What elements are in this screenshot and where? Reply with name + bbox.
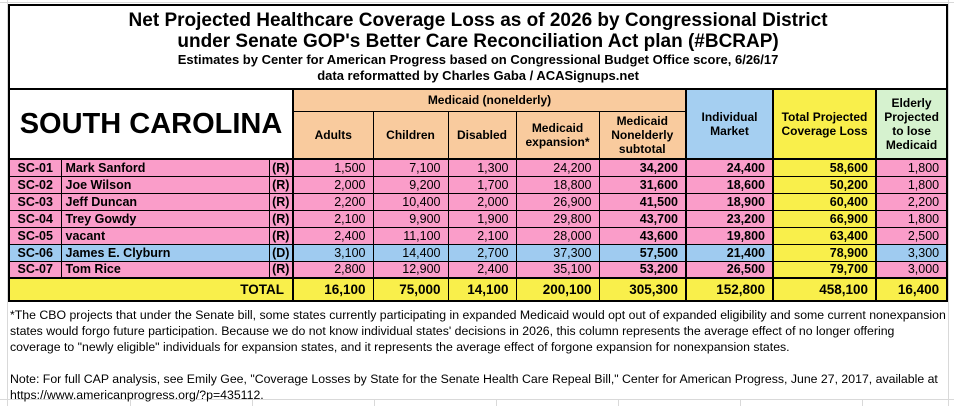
adults-cell: 2,200 [293, 193, 373, 210]
table-row-sc02 [9, 176, 947, 193]
subtotal-cell: 57,500 [599, 244, 686, 261]
state-label: SOUTH CAROLINA [9, 89, 293, 159]
column-header-individual-market: Individual Market [686, 89, 773, 159]
children-cell: 10,400 [373, 193, 448, 210]
district-cell: SC-05 [9, 227, 61, 244]
adults-cell: 3,100 [293, 244, 373, 261]
total-children-cell: 75,000 [373, 278, 448, 301]
table-title-block [9, 5, 947, 89]
total-loss-cell: 60,400 [773, 193, 876, 210]
total-disabled-cell: 14,100 [448, 278, 516, 301]
total-elderly-cell: 16,400 [876, 278, 947, 301]
expansion-cell: 35,100 [516, 261, 599, 278]
rep-name-cell: Trey Gowdy [61, 210, 269, 227]
district-cell: SC-01 [9, 159, 61, 176]
district-cell: SC-04 [9, 210, 61, 227]
total-loss-cell: 79,700 [773, 261, 876, 278]
total-label-cell: TOTAL [9, 278, 293, 301]
children-cell: 7,100 [373, 159, 448, 176]
table-row-sc01 [9, 159, 947, 176]
title-subtitle-1: Estimates by Center for American Progress based on Congressional Budget Office score, 6/26/17 [177, 51, 779, 67]
adults-cell: 2,100 [293, 210, 373, 227]
elderly-cell: 2,500 [876, 227, 947, 244]
rep-name-cell: Joe Wilson [61, 176, 269, 193]
elderly-cell: 3,300 [876, 244, 947, 261]
individual-market-cell: 18,900 [686, 193, 773, 210]
party-cell: (D) [269, 244, 293, 261]
disabled-cell: 1,300 [448, 159, 516, 176]
table-row-sc07 [9, 261, 947, 278]
adults-cell: 1,500 [293, 159, 373, 176]
total-loss-cell: 58,600 [773, 159, 876, 176]
expansion-cell: 28,000 [516, 227, 599, 244]
adults-cell: 2,000 [293, 176, 373, 193]
gridline [0, 2, 954, 3]
expansion-cell: 24,200 [516, 159, 599, 176]
individual-market-cell: 24,400 [686, 159, 773, 176]
rep-name-cell: Tom Rice [61, 261, 269, 278]
total-subtotal-cell: 305,300 [599, 278, 686, 301]
column-header-elderly: Elderly Projected to lose Medicaid [876, 89, 947, 159]
elderly-cell: 1,800 [876, 210, 947, 227]
party-cell: (R) [269, 261, 293, 278]
disabled-cell: 2,400 [448, 261, 516, 278]
column-header-expansion: Medicaid expansion* [516, 111, 599, 159]
rep-name-cell: vacant [61, 227, 269, 244]
disabled-cell: 2,100 [448, 227, 516, 244]
title-line-2: under Senate GOP's Better Care Reconciliation Act plan (#BCRAP) [177, 30, 779, 52]
total-loss-cell: 78,900 [773, 244, 876, 261]
expansion-cell: 29,800 [516, 210, 599, 227]
title-line-1: Net Projected Healthcare Coverage Loss as of 2026 by Congressional District [128, 9, 828, 31]
party-cell: (R) [269, 159, 293, 176]
rep-name-cell: Jeff Duncan [61, 193, 269, 210]
disabled-cell: 2,000 [448, 193, 516, 210]
party-cell: (R) [269, 227, 293, 244]
children-cell: 11,100 [373, 227, 448, 244]
column-header-adults: Adults [293, 111, 373, 159]
party-cell: (R) [269, 210, 293, 227]
subtotal-cell: 43,700 [599, 210, 686, 227]
district-cell: SC-06 [9, 244, 61, 261]
disabled-cell: 1,900 [448, 210, 516, 227]
district-cell: SC-03 [9, 193, 61, 210]
individual-market-cell: 21,400 [686, 244, 773, 261]
table-row-total [9, 278, 947, 301]
rep-name-cell: James E. Clyburn [61, 244, 269, 261]
party-cell: (R) [269, 176, 293, 193]
title-subtitle-2: data reformatted by Charles Gaba / ACASignups.net [317, 67, 639, 83]
table-row-sc06 [9, 244, 947, 261]
disabled-cell: 1,700 [448, 176, 516, 193]
children-cell: 12,900 [373, 261, 448, 278]
column-header-total-loss: Total Projected Coverage Loss [773, 89, 876, 159]
district-cell: SC-02 [9, 176, 61, 193]
individual-market-cell: 18,600 [686, 176, 773, 193]
total-loss-cell: 66,900 [773, 210, 876, 227]
individual-market-cell: 26,500 [686, 261, 773, 278]
table-row-sc05 [9, 227, 947, 244]
table-row-sc04 [9, 210, 947, 227]
subtotal-cell: 41,500 [599, 193, 686, 210]
table-row-sc03 [9, 193, 947, 210]
elderly-cell: 2,200 [876, 193, 947, 210]
cap-note: Note: For full CAP analysis, see Emily Gee, "Coverage Losses by State for the Senate Health Care Repeal Bill," Center for American Progress, June 27, 2017, available at https://www.americanprogress.org/?p=435112. [10, 372, 938, 402]
children-cell: 14,400 [373, 244, 448, 261]
party-cell: (R) [269, 193, 293, 210]
total-expansion-cell: 200,100 [516, 278, 599, 301]
elderly-cell: 1,800 [876, 176, 947, 193]
cbo-footnote: *The CBO projects that under the Senate bill, some states currently participating in expanded Medicaid would opt out of expanded eligibility and some current nonexpansion states would forgo future participation. Because we do not know individual states' decisions in 2026, this column represents the average effect of no longer offering coverage to "newly eligible" individuals for expansion states, and it represents the average effect of forgone expansion for nonexpansion states. [10, 308, 946, 354]
coverage-loss-table [8, 4, 948, 302]
total-loss-cell: 50,200 [773, 176, 876, 193]
expansion-cell: 37,300 [516, 244, 599, 261]
expansion-cell: 26,900 [516, 193, 599, 210]
adults-cell: 2,800 [293, 261, 373, 278]
elderly-cell: 1,800 [876, 159, 947, 176]
grand-total-cell: 458,100 [773, 278, 876, 301]
total-adults-cell: 16,100 [293, 278, 373, 301]
total-individual-cell: 152,800 [686, 278, 773, 301]
subtotal-cell: 34,200 [599, 159, 686, 176]
subtotal-cell: 53,200 [599, 261, 686, 278]
column-header-disabled: Disabled [448, 111, 516, 159]
subtotal-cell: 31,600 [599, 176, 686, 193]
disabled-cell: 2,700 [448, 244, 516, 261]
individual-market-cell: 23,200 [686, 210, 773, 227]
children-cell: 9,900 [373, 210, 448, 227]
expansion-cell: 18,800 [516, 176, 599, 193]
adults-cell: 2,400 [293, 227, 373, 244]
column-header-subtotal: Medicaid Nonelderly subtotal [599, 111, 686, 159]
rep-name-cell: Mark Sanford [61, 159, 269, 176]
column-group-medicaid: Medicaid (nonelderly) [293, 89, 686, 111]
elderly-cell: 3,000 [876, 261, 947, 278]
footnotes [10, 307, 946, 406]
total-loss-cell: 63,400 [773, 227, 876, 244]
gridline [948, 0, 949, 406]
subtotal-cell: 43,600 [599, 227, 686, 244]
individual-market-cell: 19,800 [686, 227, 773, 244]
district-cell: SC-07 [9, 261, 61, 278]
column-header-children: Children [373, 111, 448, 159]
children-cell: 9,200 [373, 176, 448, 193]
